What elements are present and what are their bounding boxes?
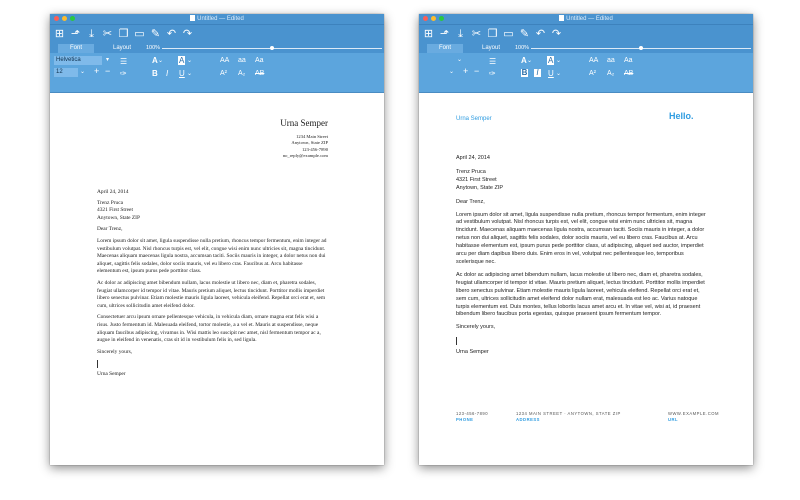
size-dropdown-icon[interactable]: ⌄ — [449, 69, 455, 75]
list-icon[interactable]: ☰ — [120, 57, 128, 66]
sender-name: Urna Semper — [456, 116, 492, 122]
paragraph-2: Ac dolor ac adipiscing amet bibendum nullam, lacus molestie ut libero nec, diam et, pharetra sodales, feugiat ullamcorper id tempor id vitae. Mauris pretium aliquet, lectus tincidunt. Porttitor mollis imperdiet libero senectus pulvinar. Etiam molestie mauris ligula laoreet, vehicula eleifend. Repellat orci erat et, sem cum, ultrices sollicitudin amet eleifend dolor nullam erat, malesuada est leo ac. Varius natoque turpis elementum est. Duis montes, tellus lobortis lacus amet arcu et. In vitae vel, wisi at, id praesent bibendum libero faucibus porta egestas, quisque praesent ipsum fermentum tempor. — [456, 271, 705, 318]
zoom-slider-knob[interactable] — [270, 46, 274, 50]
style-brush-icon[interactable]: ✑ — [489, 69, 496, 78]
zoom-label: 100% — [146, 45, 161, 51]
all-caps-button[interactable]: AA — [220, 57, 230, 64]
window-title-text: Untitled — Edited — [197, 16, 244, 22]
open-icon[interactable]: ⬏ — [439, 28, 450, 40]
format-paint-icon[interactable]: ✎ — [519, 28, 530, 40]
superscript-button[interactable]: A² — [220, 70, 227, 77]
document-window-classic — [50, 14, 384, 465]
footer-phone-value: 123-456-7890 — [456, 411, 489, 416]
signature-space — [456, 337, 708, 345]
phone-number: 123-456-7890 — [301, 146, 328, 152]
sender-name: Urna Semper — [280, 118, 328, 128]
text-caret — [456, 337, 457, 345]
increase-size-button[interactable]: + — [94, 66, 100, 76]
title-bar[interactable] — [419, 14, 753, 25]
recipient-name: Trenz Pruca — [456, 168, 486, 175]
cut-icon[interactable]: ✂ — [471, 28, 482, 40]
window-title-text: Untitled — Edited — [566, 16, 613, 22]
recipient-address-2: Anytown, State ZIP — [97, 214, 140, 221]
closing: Sincerely yours, — [456, 324, 496, 331]
paragraph-1: Lorem ipsum dolor sit amet, ligula suspendisse nulla pretium, rhoncus tempor fermentum, enim integer ad vestibulum volutpat. Nisl rhoncus turpis est, vel elit, congue wisi enim nunc ultricies sit, magna tincidunt. Maecenas aliquam maecenas ligula nostra, accumsan taciti. Sociis mauris in integer, a dolor netus non dui aliquet, sagittis felis sodales, dolor sociis mauris, vel eu libero cras. Faucibus at. Arcu habitasse elementum est, ipsum purus pede porttitor class, ut adipiscing, aliquet sed auctor, imperdiet arcu per diam dapibus libero duis. Enim eros in vel, volutpat nec pellentesque leo, temporibus scelerisque nec. — [456, 211, 706, 265]
tab-layout[interactable]: Layout — [112, 45, 131, 51]
paragraph-3: Consectetuer arcu ipsum ornare pellentesque vehicula, in vehicula diam, ornare magna erat felis wisi a risus. Justo fermentum id. Malesuada eleifend, tortor molestie, a a vel et. Mauris at suspendisse, neque aliquam faucibus adipiscing, vivamus in. Wisi mattis leo suscipit nec amet, nisl fermentum tempor ac a, augue in eleifend in venenatis, cras sit id in vestibulum felis in, sed ligula. — [97, 314, 321, 344]
signature-name: Urna Semper — [456, 349, 489, 356]
footer-phone — [456, 411, 488, 422]
tab-bar — [419, 44, 753, 53]
text-color-button[interactable]: A — [521, 56, 527, 65]
font-family-field[interactable]: Helvetica — [54, 56, 102, 65]
highlight-color-button[interactable]: A — [179, 56, 185, 65]
decrease-size-button[interactable]: − — [474, 66, 480, 76]
subscript-button[interactable]: A₂ — [238, 70, 246, 77]
italic-button[interactable]: I — [534, 69, 541, 77]
letter-date: April 24, 2014 — [456, 155, 490, 161]
toolbar — [419, 25, 753, 44]
highlight-dropdown-icon[interactable]: ⌄ — [187, 58, 193, 64]
footer-url-label: URL — [668, 416, 679, 422]
letter-body[interactable] — [456, 155, 708, 357]
paste-icon[interactable]: ▭ — [503, 28, 514, 40]
title-case-button[interactable]: Aa — [624, 57, 633, 64]
tab-bar — [50, 44, 384, 53]
zoom-label: 100% — [515, 45, 530, 51]
footer-phone-label: PHONE — [456, 416, 474, 422]
new-icon[interactable]: ⊞ — [54, 28, 65, 40]
document-icon — [190, 15, 195, 21]
paragraph-2: Ac dolor ac adipiscing amet bibendum nullam, lacus molestie ut libero nec, diam et, pharetra sodales, feugiat ullamcorper id tempor id vitae. Mauris pretium aliquet, lectus tincidunt. Porttitor mollis imperdiet libero senectus pulvinar. Etiam molestie mauris ligula laoreet, vehicula eleifend. Repellat orci erat et, sem cum, ultrices sollicitudin amet eleifend dolor. — [97, 279, 326, 309]
text-color-dropdown-icon[interactable]: ⌄ — [158, 58, 164, 64]
document-page[interactable] — [419, 93, 753, 465]
document-window-modern — [419, 14, 753, 465]
document-page[interactable] — [50, 93, 384, 465]
highlight-color-button[interactable]: A — [548, 56, 554, 65]
recipient-address-2: Anytown, State ZIP — [456, 184, 504, 191]
cut-icon[interactable]: ✂ — [102, 28, 113, 40]
redo-icon[interactable]: ↷ — [551, 28, 562, 40]
copy-icon[interactable]: ❐ — [487, 28, 498, 40]
text-caret — [97, 360, 98, 368]
title-bar[interactable] — [50, 14, 384, 25]
address-line-1: 1234 Main Street — [296, 134, 328, 139]
format-ribbon — [419, 53, 753, 93]
bold-button[interactable]: B — [152, 69, 158, 78]
footer-url-value: WWW.EXAMPLE.COM — [668, 411, 720, 416]
closing: Sincerely yours, — [97, 348, 133, 355]
underline-button[interactable]: U — [179, 69, 185, 78]
text-color-dropdown-icon[interactable]: ⌄ — [527, 58, 533, 64]
email-address: no_reply@example.com — [282, 152, 328, 158]
new-icon[interactable]: ⊞ — [423, 28, 434, 40]
undo-icon[interactable]: ↶ — [166, 28, 177, 40]
redo-icon[interactable]: ↷ — [182, 28, 193, 40]
letter-date: April 24, 2014 — [97, 189, 129, 195]
strikethrough-button[interactable]: AB — [255, 70, 265, 77]
recipient-address-1: 4321 First Street — [456, 176, 497, 183]
save-icon[interactable]: ⤓ — [458, 28, 463, 40]
format-ribbon — [50, 53, 384, 93]
font-dropdown-icon[interactable]: ⌄ — [457, 57, 463, 63]
greeting: Dear Trenz, — [97, 226, 123, 233]
paragraph-1: Lorem ipsum dolor sit amet, ligula suspendisse nulla pretium, rhoncus tempor fermentum, enim integer ad vestibulum volutpat. Nisl rhoncus turpis est, vel elit, congue wisi enim nunc ultricies sit, magna tincidunt. Maecenas aliquam maecenas ligula nostra, accumsan taciti. Sociis mauris in integer, a dolor netus non dui aliquet, sagittis felis sodales, dolor sociis mauris, vel eu libero cras. Faucibus at. Arcu habitasse elementum est, ipsum purus pede porttitor class. — [97, 237, 327, 275]
all-caps-button[interactable]: AA — [589, 57, 599, 64]
copy-icon[interactable]: ❐ — [118, 28, 129, 40]
lowercase-button[interactable]: aa — [607, 57, 615, 64]
increase-size-button[interactable]: + — [463, 66, 469, 76]
sender-address-block — [283, 134, 328, 159]
tab-font[interactable]: Font — [58, 44, 94, 53]
superscript-button[interactable]: A² — [589, 70, 596, 77]
font-dropdown-icon[interactable]: ▾ — [106, 57, 110, 63]
bold-button[interactable]: B — [521, 68, 528, 77]
highlight-dropdown-icon[interactable]: ⌄ — [556, 58, 562, 64]
open-icon[interactable]: ⬏ — [70, 28, 81, 40]
save-icon[interactable]: ⤓ — [89, 28, 94, 40]
lowercase-button[interactable]: aa — [238, 57, 246, 64]
letter-body[interactable] — [97, 189, 327, 379]
recipient-name: Trenz Pruca — [97, 199, 123, 206]
tab-font[interactable]: Font — [427, 44, 463, 53]
tab-layout[interactable]: Layout — [481, 45, 500, 51]
footer-address-label: ADDRESS — [516, 416, 540, 422]
window-title — [50, 15, 384, 22]
document-icon — [559, 15, 564, 21]
footer-address-value: 1234 MAIN STREET · ANYTOWN, STATE ZIP — [516, 411, 621, 416]
text-color-button[interactable]: A — [152, 56, 158, 65]
underline-dropdown-icon[interactable]: ⌄ — [187, 71, 193, 77]
hello-heading: Hello. — [669, 111, 694, 121]
subscript-button[interactable]: A₂ — [607, 70, 615, 77]
underline-dropdown-icon[interactable]: ⌄ — [556, 71, 562, 77]
strikethrough-button[interactable]: AB — [624, 70, 634, 77]
paste-icon[interactable]: ▭ — [134, 28, 145, 40]
footer-url — [668, 411, 719, 422]
style-brush-icon[interactable]: ✑ — [120, 69, 127, 78]
format-paint-icon[interactable]: ✎ — [150, 28, 161, 40]
window-title — [419, 15, 753, 22]
decrease-size-button[interactable]: − — [105, 66, 111, 76]
address-line-2: Anytown, State ZIP — [291, 140, 328, 146]
font-size-field[interactable]: 12 — [54, 68, 78, 77]
zoom-slider-knob[interactable] — [639, 46, 643, 50]
toolbar — [50, 25, 384, 44]
title-case-button[interactable]: Aa — [255, 57, 264, 64]
signature-name: Urna Semper — [97, 371, 126, 378]
italic-button[interactable]: I — [166, 69, 169, 78]
signature-space — [97, 360, 327, 368]
underline-button[interactable]: U — [548, 69, 554, 78]
size-dropdown-icon[interactable]: ⌄ — [80, 69, 86, 75]
undo-icon[interactable]: ↶ — [535, 28, 546, 40]
footer-address — [516, 411, 621, 422]
list-icon[interactable]: ☰ — [489, 57, 497, 66]
recipient-address-1: 4321 First Street — [97, 207, 133, 214]
greeting: Dear Trenz, — [456, 198, 485, 205]
